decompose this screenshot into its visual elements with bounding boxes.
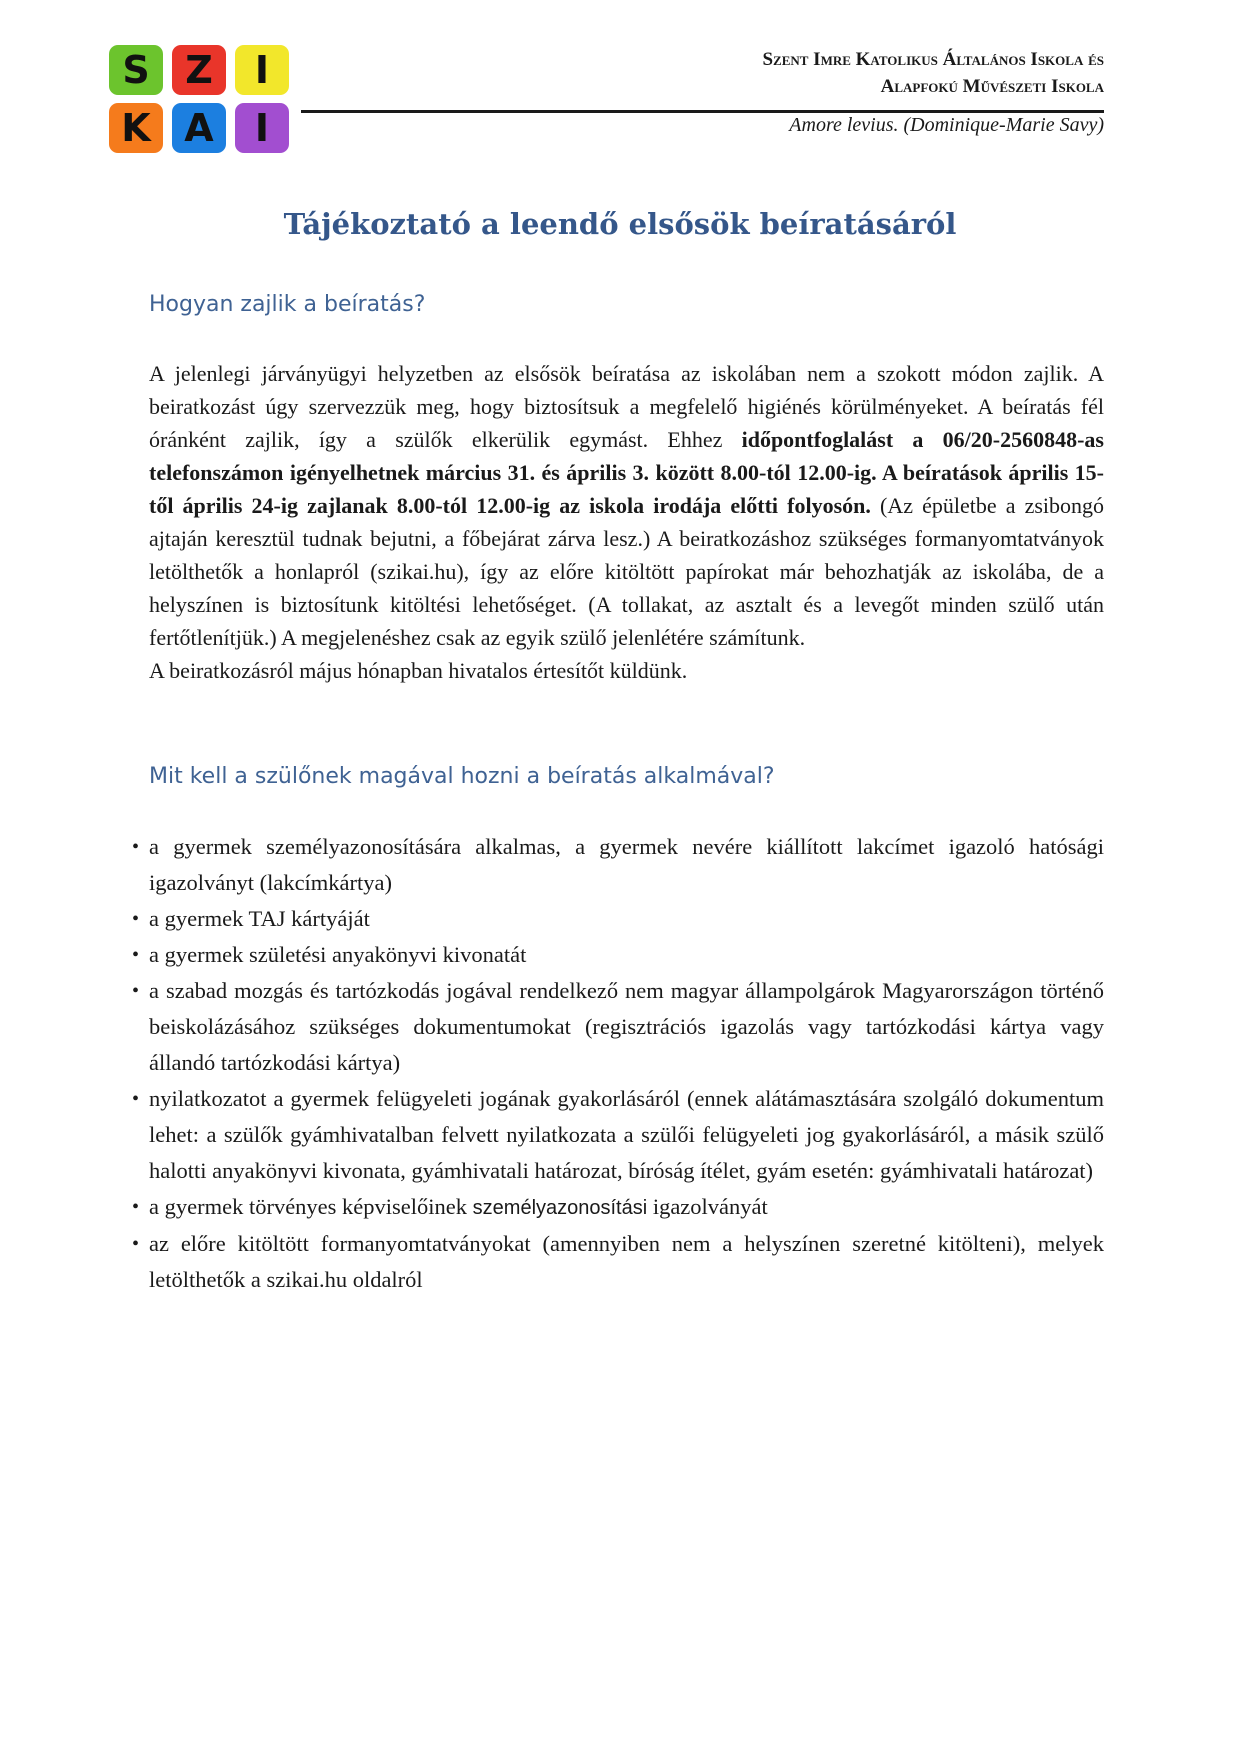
list-item-text: a szabad mozgás és tartózkodás jogával rendelkező nem magyar állampolgárok Magyarországon történő beiskolázásához szükséges dokumentumokat (regisztrációs igazolás vagy tartózkodási kártya vagy állandó tartózkodási kártya) [149, 978, 1104, 1075]
school-logo [109, 45, 289, 155]
school-name [762, 46, 1104, 100]
list-item-text-sans: személyazonosítási [472, 1197, 648, 1219]
school-motto: Amore levius. (Dominique-Marie Savy) [789, 114, 1104, 136]
bullet-icon: • [132, 836, 140, 858]
bullet-icon: • [132, 1233, 140, 1255]
paragraph-text-details: (Az épületbe a zsibongó ajtaján keresztül tudnak bejutni, a főbejárat zárva lesz.) A beiratkozáshoz szükséges formanyomtatványok letölthetők a honlapról (szikai.hu), így az előre kitöltött papírokat már behozhatják az iskolába, de a helyszínen is biztosítunk kitöltési lehetőséget. (A tollakat, az asztalt és a levegőt minden szülő után fertőtlenítjük.) A megjelenéshez csak az egyik szülő jelenlétére számítunk. [149, 493, 1105, 650]
list-item-text: a gyermek személyazonosítására alkalmas, a gyermek nevére kiállított lakcímet igazoló hatósági igazolványt (lakcímkártya) [149, 834, 1104, 895]
header-divider [301, 110, 1104, 113]
list-item [132, 901, 1104, 937]
paragraph-text-appointment-info: időpontfoglalást a 06/20-2560848-as telefonszámon igényelhetnek március 31. és április 3. között 8.00-tól 12.00-ig. A beíratások április 15-től április 24-ig zajlanak 8.00-tól 12.00-ig az iskola irodája előtti folyosón. [149, 427, 1104, 518]
list-item-text: a gyermek TAJ kártyáját [149, 906, 370, 931]
required-documents-list [132, 829, 1104, 1298]
logo-tile-i-purple: I [235, 103, 289, 153]
list-item-text-before: a gyermek törvényes képviselőinek [149, 1194, 473, 1219]
list-item-text: nyilatkozatot a gyermek felügyeleti jogának gyakorlásáról (ennek alátámasztására szolgáló dokumentum lehet: a szülők gyámhivatalban felvett nyilatkozata a szülői felügyeleti jog gyakorlásáról, a másik szülő halotti anyakönyvi kivonata, gyámhivatali határozat, bíróság ítélet, gyám esetén: gyámhivatali határozat) [149, 1086, 1104, 1183]
list-item [132, 829, 1104, 901]
logo-tile-k: K [109, 103, 163, 153]
list-item-text-after: igazolványát [647, 1194, 768, 1219]
list-item-text: az előre kitöltött formanyomtatványokat (amennyiben nem a helyszínen szeretné kitölteni), melyek letölthetők a szikai.hu oldalról [149, 1231, 1104, 1292]
paragraph-text-closing: A beiratkozásról május hónapban hivatalos értesítőt küldünk. [149, 658, 688, 683]
logo-tile-a: A [172, 103, 226, 153]
list-item [132, 1226, 1104, 1298]
school-name-line1: Szent Imre Katolikus Általános Iskola és [762, 49, 1104, 70]
bullet-icon: • [132, 908, 140, 930]
paragraph-text-intro: A jelenlegi járványügyi helyzetben az elsősök beíratása az iskolában nem a szokott módon zajlik. A beiratkozást úgy szervezzük meg, hogy biztosítsuk a megfelelő higiénés körülményeket. A beíratás fél óránként zajlik, így a szülők elkerülik egymást. Ehhez [149, 361, 1104, 452]
logo-tile-z: Z [172, 45, 226, 95]
bullet-icon: • [132, 1196, 140, 1218]
list-item [132, 1189, 1104, 1226]
bullet-icon: • [132, 1088, 140, 1110]
enrollment-process-paragraph [149, 357, 1104, 687]
list-item [132, 937, 1104, 973]
list-item-text: a gyermek születési anyakönyvi kivonatát [149, 942, 527, 967]
logo-tile-i-yellow: I [235, 45, 289, 95]
list-item [132, 1081, 1104, 1189]
school-name-line2: Alapfokú Művészeti Iskola [880, 76, 1104, 97]
logo-tile-s: S [109, 45, 163, 95]
document-title: Tájékoztató a leendő elsősök beíratásáról [283, 207, 957, 241]
list-item [132, 973, 1104, 1081]
bullet-icon: • [132, 980, 140, 1002]
section-heading-enrollment-process: Hogyan zajlik a beíratás? [149, 292, 426, 317]
bullet-icon: • [132, 944, 140, 966]
section-heading-required-documents: Mit kell a szülőnek magával hozni a beíratás alkalmával? [149, 764, 775, 789]
